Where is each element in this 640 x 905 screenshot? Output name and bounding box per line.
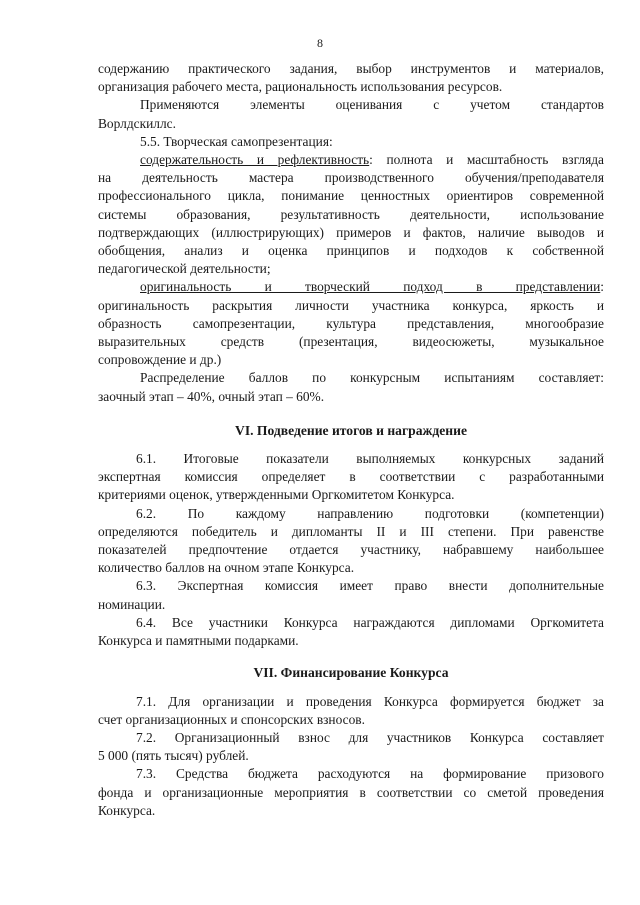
paragraph: [98, 765, 604, 820]
text-line: выразительных средств (презентация, видеосюжеты, музыкальное: [98, 334, 604, 350]
text-line: показателей предпочтение отдается участнику, набравшему наибольшее: [98, 542, 604, 558]
paragraph: [98, 505, 604, 578]
text-line: системы образования, результативность деятельности, использование: [98, 206, 604, 222]
text-line: оригинальность раскрытия личности участника конкурса, яркость и: [98, 297, 604, 313]
text-line: 7.3. Средства бюджета расходуются на формирование призового: [136, 766, 604, 782]
text-line: Конкурса и памятными подарками.: [98, 633, 299, 649]
text-line: номинации.: [98, 596, 166, 612]
paragraph: [98, 577, 604, 613]
text-line: содержательность и рефлективность: полнота и масштабность взгляда: [140, 152, 604, 168]
text-line: Применяются элементы оценивания с учетом стандартов: [140, 97, 604, 113]
text-line: 7.1. Для организации и проведения Конкурса формируется бюджет за: [136, 693, 604, 709]
text-line: критериями оценок, утвержденными Оргкомитетом Конкурса.: [98, 487, 455, 503]
text-line: Распределение баллов по конкурсным испытаниям составляет:: [140, 370, 604, 386]
paragraph: [98, 450, 604, 505]
subsection-title: [98, 133, 604, 151]
page-number: 8: [317, 36, 323, 50]
text-line: 5 000 (пять тысяч) рублей.: [98, 748, 249, 764]
text-line: профессионального цикла, понимание ценностных ориентиров современной: [98, 188, 604, 204]
paragraph: [98, 60, 604, 96]
paragraph: [98, 278, 604, 369]
text-line: подтверждающих (иллюстрирующих) примеров и фактов, наличие выводов и: [98, 224, 604, 240]
text-line: педагогической деятельности;: [98, 261, 271, 277]
text-line: фонда и организационные мероприятия в соответствии со сметой проведения: [98, 784, 604, 800]
paragraph: [98, 369, 604, 405]
text-line: 5.5. Творческая самопрезентация:: [140, 133, 333, 149]
text-line: содержанию практического задания, выбор инструментов и материалов,: [98, 61, 604, 76]
section-6: [98, 422, 604, 650]
paragraph: [98, 151, 604, 278]
text-line: оригинальность и творческий подход в представлении:: [140, 279, 604, 295]
paragraph: [98, 693, 604, 729]
text-line: образность самопрезентации, культура представления, многообразие: [98, 315, 604, 331]
paragraph: [98, 96, 604, 132]
text-line: на деятельность мастера производственного обучения/преподавателя: [98, 170, 604, 186]
document-body: [98, 60, 604, 820]
text-line: экспертная комиссия определяет в соответствии с разработанными: [98, 469, 604, 485]
text-line: 6.1. Итоговые показатели выполняемых конкурсных заданий: [136, 451, 604, 467]
paragraph: [98, 729, 604, 765]
text-line: определяются победитель и дипломанты II и III степени. При равенстве: [98, 523, 604, 539]
text-line: обобщения, анализ и оценка принципов и подходов к собственной: [98, 243, 604, 259]
text-line: 6.2. По каждому направлению подготовки (компетенции): [136, 505, 604, 521]
section-7: [98, 664, 604, 820]
text-line: счет организационных и спонсорских взносов.: [98, 711, 365, 727]
text-line: Конкурса.: [98, 802, 156, 818]
section-heading: VI. Подведение итогов и награждение: [235, 422, 467, 438]
text-line: сопровождение и др.): [98, 352, 222, 368]
text-line: 6.4. Все участники Конкурса награждаются дипломами Оргкомитета: [136, 614, 604, 630]
text-line: 6.3. Экспертная комиссия имеет право внести дополнительные: [136, 578, 604, 594]
paragraph: [98, 614, 604, 650]
text-line: организация рабочего места, рациональность использования ресурсов.: [98, 79, 503, 95]
text-line: количество баллов на очном этапе Конкурса.: [98, 560, 355, 576]
text-line: 7.2. Организационный взнос для участников Конкурса составляет: [136, 729, 604, 745]
underlined-term: содержательность и рефлективность: [140, 152, 370, 168]
underlined-term: оригинальность и творческий подход в представлении: [140, 279, 601, 295]
text-line: заочный этап – 40%, очный этап – 60%.: [98, 388, 325, 404]
section-heading: VII. Финансирование Конкурса: [253, 665, 449, 681]
text-line: Ворлдскиллс.: [98, 115, 176, 131]
